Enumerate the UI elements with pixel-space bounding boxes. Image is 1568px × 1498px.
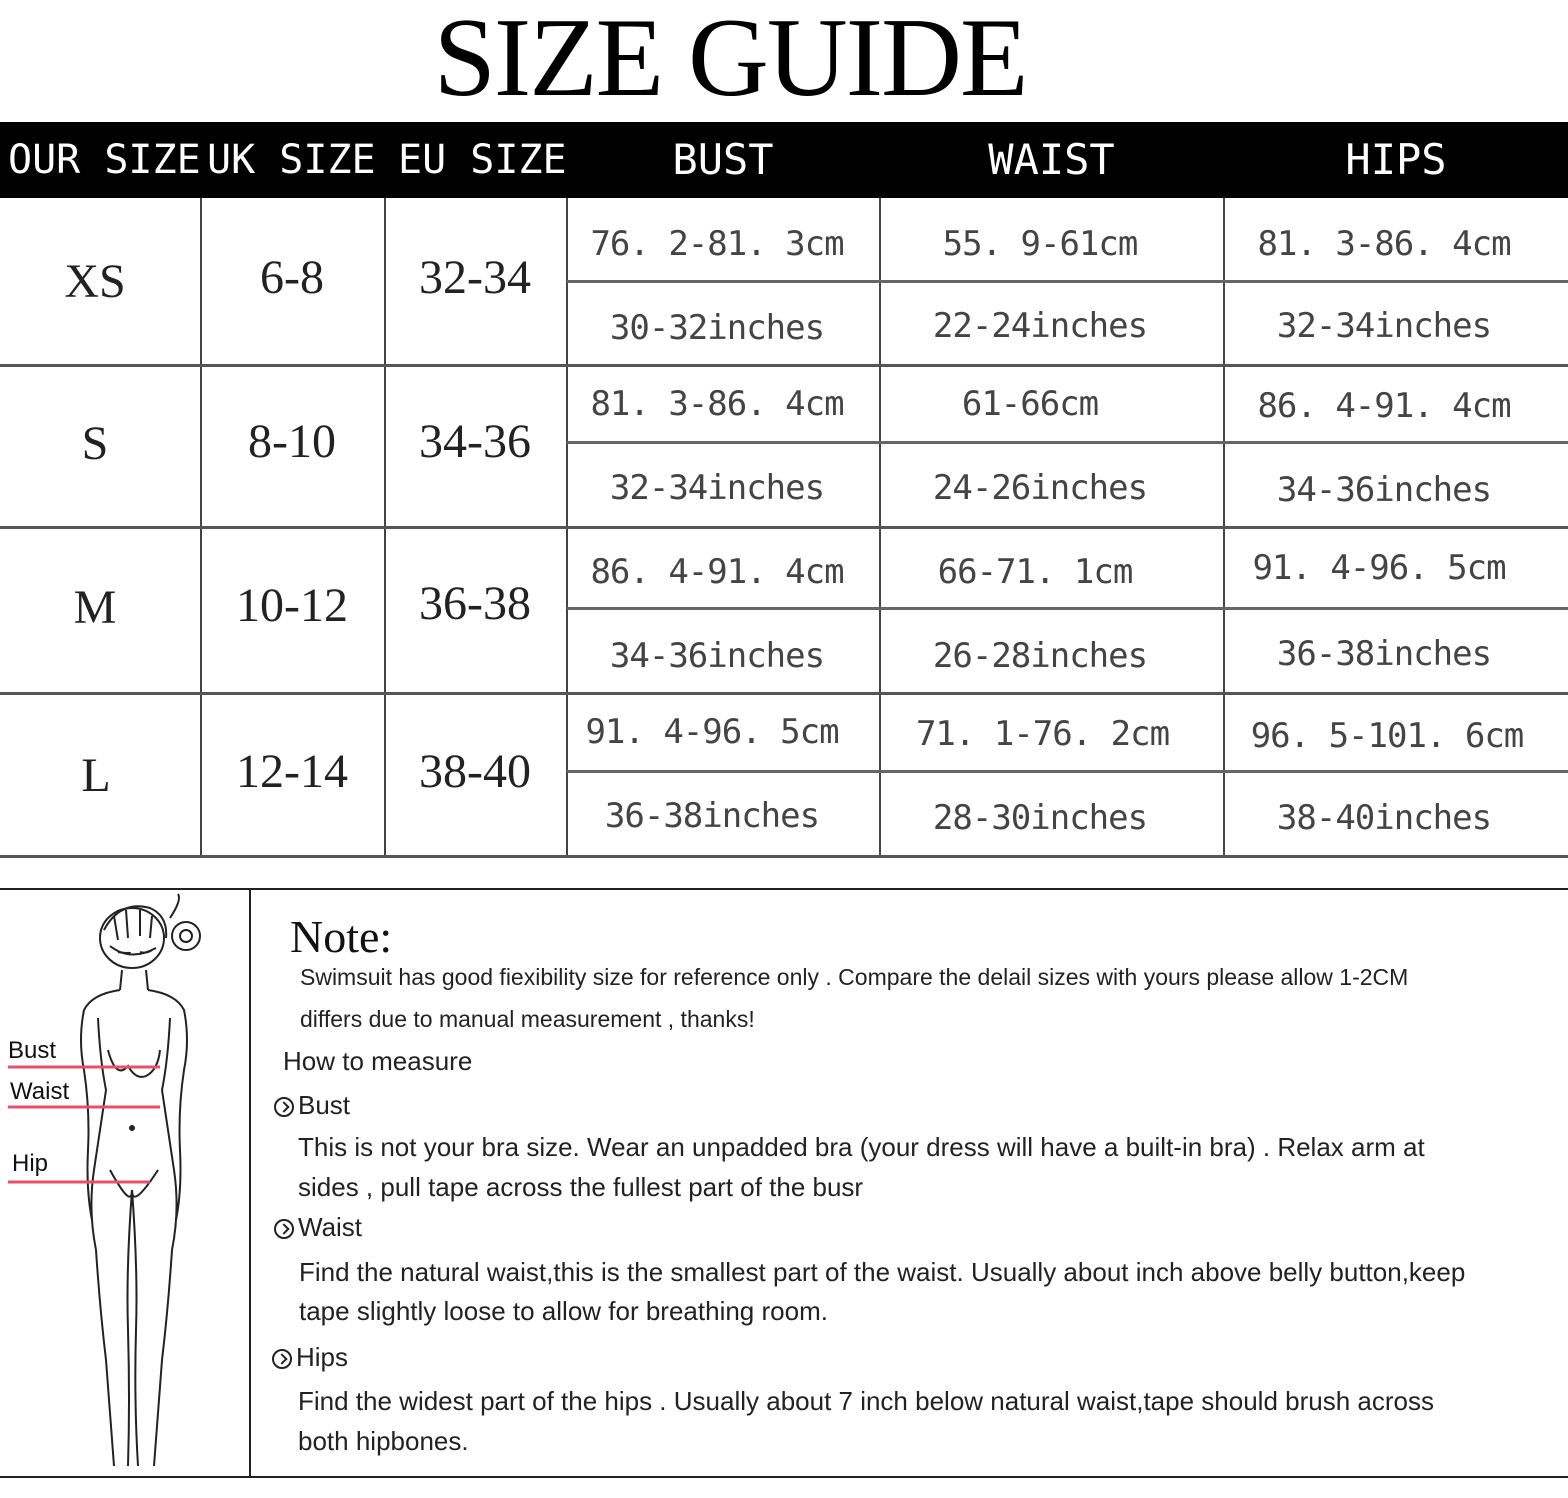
- cell-bust-cm: 81. 3-86. 4cm: [590, 384, 844, 424]
- cell-eu-size: 32-34: [419, 251, 531, 304]
- cell-our-size: S: [81, 417, 109, 470]
- header-eu-size: EU SIZE: [398, 137, 567, 183]
- cell-bust-in: 36-38inches: [604, 796, 820, 836]
- bust-heading-text: Bust: [298, 1090, 351, 1120]
- cell-hips-cm: 86. 4-91. 4cm: [1257, 386, 1511, 426]
- cell-hips-in: 32-34inches: [1276, 306, 1492, 346]
- cell-waist-in: 28-30inches: [932, 798, 1148, 838]
- hips-text-1: Find the widest part of the hips . Usually about 7 inch below natural waist,tape should brush across: [298, 1386, 1434, 1416]
- cell-uk-size: 12-14: [236, 745, 348, 798]
- arrow-circle-icon: [274, 1219, 294, 1239]
- cell-hips-in: 38-40inches: [1276, 798, 1492, 838]
- panel-divider: [249, 890, 251, 1476]
- cell-bust-cm: 76. 2-81. 3cm: [590, 224, 844, 264]
- cell-hips-cm: 96. 5-101. 6cm: [1250, 716, 1524, 756]
- cell-our-size: L: [81, 749, 111, 802]
- cell-eu-size: 34-36: [419, 415, 531, 468]
- waist-text-2: tape slightly loose to allow for breathing room.: [299, 1296, 828, 1326]
- cell-waist-cm: 55. 9-61cm: [942, 224, 1138, 264]
- bust-text-2: sides , pull tape across the fullest part of the busr: [298, 1172, 864, 1202]
- sub-row-divider: [567, 607, 1568, 610]
- waist-label: Waist: [10, 1078, 70, 1105]
- hips-text-2: both hipbones.: [298, 1426, 469, 1456]
- note-title: Note:: [290, 911, 393, 962]
- cell-bust-in: 30-32inches: [609, 308, 825, 348]
- cell-our-size: XS: [64, 255, 126, 308]
- cell-our-size: M: [73, 581, 117, 634]
- cell-bust-cm: 91. 4-96. 5cm: [585, 712, 839, 752]
- row-divider: [0, 526, 1568, 529]
- cell-uk-size: 10-12: [236, 579, 348, 632]
- note-line-1: Swimsuit has good fiexibility size for reference only . Compare the delail sizes with yours please allow 1-2CM: [300, 964, 1409, 990]
- row-divider: [0, 364, 1568, 367]
- arrow-circle-icon: [272, 1349, 292, 1369]
- cell-waist-in: 26-28inches: [932, 636, 1148, 676]
- header-bust: BUST: [672, 135, 774, 184]
- header-waist: WAIST: [988, 135, 1115, 184]
- note-line-2: differs due to manual measurement , thanks!: [300, 1006, 755, 1032]
- cell-waist-cm: 61-66cm: [961, 384, 1099, 424]
- waist-heading-text: Waist: [298, 1212, 363, 1242]
- row-divider: [0, 692, 1568, 695]
- cell-waist-cm: 66-71. 1cm: [937, 552, 1133, 592]
- bust-label: Bust: [8, 1037, 57, 1064]
- page-title: SIZE GUIDE: [433, 0, 1027, 120]
- body-measure-figure: [0, 890, 248, 1476]
- cell-waist-in: 24-26inches: [932, 468, 1148, 508]
- table-header: [0, 122, 1568, 198]
- cell-uk-size: 6-8: [260, 251, 324, 304]
- bust-section-heading: [274, 1090, 350, 1121]
- bust-text-1: This is not your bra size. Wear an unpadded bra (your dress will have a built-in bra) . Relax arm at: [298, 1132, 1425, 1162]
- cell-bust-in: 34-36inches: [609, 636, 825, 676]
- cell-bust-cm: 86. 4-91. 4cm: [590, 552, 844, 592]
- hips-section-heading: [272, 1342, 348, 1373]
- header-hips: HIPS: [1345, 135, 1447, 184]
- row-divider: [0, 855, 1568, 858]
- size-table: [0, 198, 1568, 858]
- sub-row-divider: [567, 770, 1568, 773]
- hip-label: Hip: [12, 1150, 49, 1177]
- cell-hips-in: 34-36inches: [1276, 470, 1492, 510]
- waist-text-1: Find the natural waist,this is the smallest part of the waist. Usually about inch above belly button,keep: [299, 1257, 1466, 1287]
- note-panel: [0, 888, 1568, 1478]
- header-uk-size: UK SIZE: [207, 137, 376, 183]
- cell-uk-size: 8-10: [248, 415, 336, 468]
- cell-bust-in: 32-34inches: [609, 468, 825, 508]
- cell-eu-size: 36-38: [419, 577, 531, 630]
- cell-hips-cm: 81. 3-86. 4cm: [1257, 224, 1511, 264]
- cell-waist-in: 22-24inches: [932, 306, 1148, 346]
- arrow-circle-icon: [274, 1097, 294, 1117]
- how-to-measure-heading: How to measure: [283, 1046, 473, 1076]
- cell-hips-cm: 91. 4-96. 5cm: [1252, 548, 1506, 588]
- cell-hips-in: 36-38inches: [1276, 634, 1492, 674]
- hips-heading-text: Hips: [296, 1342, 349, 1372]
- waist-section-heading: [274, 1212, 362, 1243]
- cell-waist-cm: 71. 1-76. 2cm: [915, 714, 1170, 754]
- cell-eu-size: 38-40: [419, 745, 531, 798]
- header-our-size: OUR SIZE: [8, 137, 201, 183]
- sub-row-divider: [567, 441, 1568, 444]
- sub-row-divider: [567, 280, 1568, 283]
